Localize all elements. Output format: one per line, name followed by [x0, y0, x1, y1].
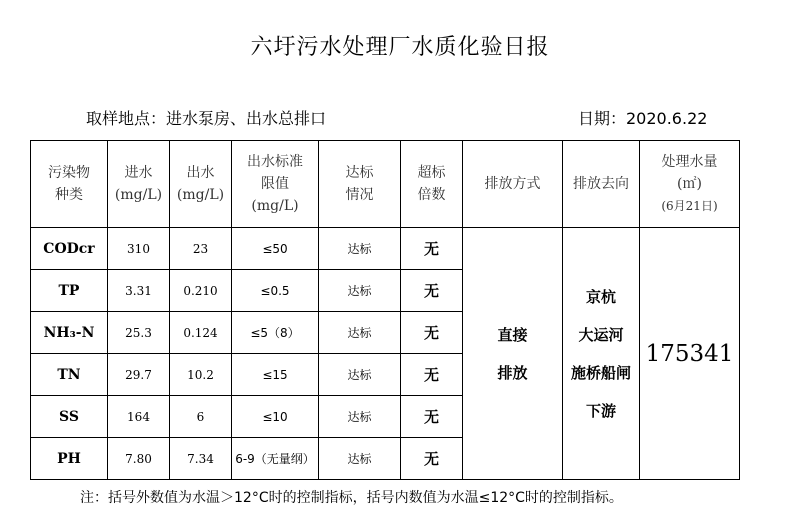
sampling-location: 取样地点：进水泵房、出水总排口	[86, 109, 327, 128]
discharge-destination	[563, 228, 640, 480]
inflow-value: 310	[108, 228, 170, 270]
header-destination: 排放去向	[563, 141, 640, 228]
status-value: 达标	[319, 228, 401, 270]
header-line: 出水	[186, 165, 215, 181]
inflow-value: 3.31	[108, 270, 170, 312]
destination-line: 下游	[585, 401, 616, 420]
inflow-value: 29.7	[108, 354, 170, 396]
water-quality-table	[30, 140, 740, 480]
inflow-value: 164	[108, 396, 170, 438]
limit-value: 6-9（无量纲）	[232, 438, 319, 480]
outflow-value: 0.210	[170, 270, 232, 312]
report-date: 日期：2020.6.22	[578, 109, 708, 128]
limit-value: ≤15	[232, 354, 319, 396]
header-volume	[640, 141, 740, 228]
header-exceed	[401, 141, 463, 228]
header-line: (㎡)	[677, 176, 702, 192]
status-value: 达标	[319, 312, 401, 354]
method-line: 排放	[497, 363, 528, 382]
header-pollutant	[31, 141, 108, 228]
destination-line: 京杭	[585, 287, 616, 306]
header-limit	[232, 141, 319, 228]
header-line: 污染物	[48, 165, 90, 181]
header-line: 超标	[417, 165, 446, 181]
outflow-value: 23	[170, 228, 232, 270]
exceed-value: 无	[401, 396, 463, 438]
inflow-value: 25.3	[108, 312, 170, 354]
exceed-value: 无	[401, 312, 463, 354]
header-line: (6月21日)	[661, 199, 718, 213]
exceed-value: 无	[401, 228, 463, 270]
exceed-value: 无	[401, 354, 463, 396]
report-title: 六圩污水处理厂水质化验日报	[250, 35, 550, 60]
header-line: (mg/L)	[176, 187, 225, 203]
outflow-value: 0.124	[170, 312, 232, 354]
status-value: 达标	[319, 396, 401, 438]
exceed-value: 无	[401, 270, 463, 312]
status-value: 达标	[319, 354, 401, 396]
outflow-value: 7.34	[170, 438, 232, 480]
discharge-method	[463, 228, 563, 480]
limit-value: ≤5（8）	[232, 312, 319, 354]
treated-volume: 175341	[640, 228, 740, 480]
destination-line: 施桥船闸	[570, 363, 631, 382]
outflow-value: 10.2	[170, 354, 232, 396]
limit-value: ≤0.5	[232, 270, 319, 312]
header-line: 处理水量	[661, 154, 718, 170]
header-line: 种类	[55, 187, 83, 203]
header-method: 排放方式	[463, 141, 563, 228]
pollutant-name: SS	[31, 396, 108, 438]
pollutant-name: TP	[31, 270, 108, 312]
status-value: 达标	[319, 438, 401, 480]
limit-value: ≤10	[232, 396, 319, 438]
header-outflow	[170, 141, 232, 228]
destination-line: 大运河	[578, 325, 624, 344]
pollutant-name: CODcr	[31, 228, 108, 270]
header-line: 限值	[261, 176, 289, 192]
header-status	[319, 141, 401, 228]
method-line: 直接	[497, 325, 528, 344]
limit-value: ≤50	[232, 228, 319, 270]
header-inflow	[108, 141, 170, 228]
inflow-value: 7.80	[108, 438, 170, 480]
header-line: 进水	[124, 165, 153, 181]
header-line: 出水标准	[247, 154, 303, 170]
header-line: 倍数	[417, 187, 446, 203]
status-value: 达标	[319, 270, 401, 312]
header-line: (mg/L)	[251, 198, 299, 214]
table-row	[31, 228, 740, 270]
header-row	[31, 141, 740, 228]
header-line: 情况	[345, 187, 374, 203]
footnote: 注：括号外数值为水温＞12°C时的控制指标，括号内数值为水温≤12°C时的控制指标。	[80, 490, 623, 506]
pollutant-name: TN	[31, 354, 108, 396]
outflow-value: 6	[170, 396, 232, 438]
pollutant-name: NH₃-N	[31, 312, 108, 354]
header-line: 达标	[345, 165, 374, 181]
header-line: (mg/L)	[114, 187, 163, 203]
pollutant-name: PH	[31, 438, 108, 480]
exceed-value: 无	[401, 438, 463, 480]
